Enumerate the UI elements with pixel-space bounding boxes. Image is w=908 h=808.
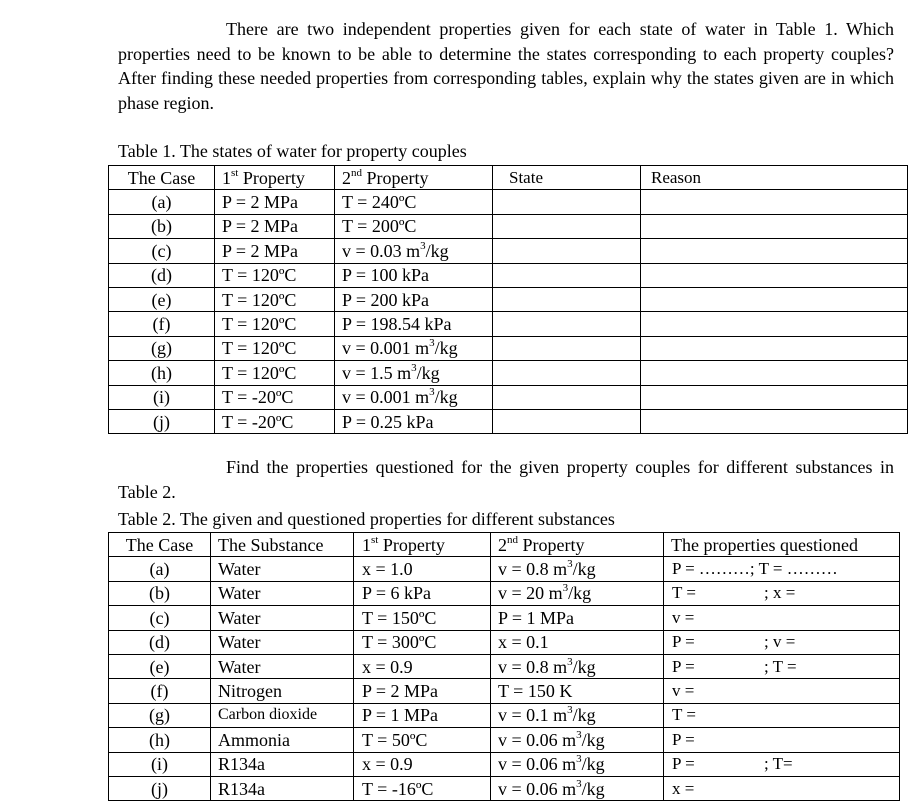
table1-header-p1: 1st Property <box>215 166 335 190</box>
table1-cell-p1: T = 120ºC <box>215 312 335 336</box>
value: v = 0.06 m <box>498 778 577 799</box>
table2-cell-p1: x = 0.9 <box>354 752 491 776</box>
table1-row <box>109 312 908 336</box>
table2-cell-questioned <box>664 581 900 605</box>
questioned-1: P = <box>672 754 695 774</box>
table1-cell-p2 <box>335 190 493 214</box>
table1-cell-p2 <box>335 214 493 238</box>
table1-cell-p1: T = 120ºC <box>215 263 335 287</box>
table1-cell-case: (f) <box>109 312 215 336</box>
value: v = 0.001 m <box>342 387 430 408</box>
table1-row <box>109 190 908 214</box>
table1-cell-p1: P = 2 MPa <box>215 190 335 214</box>
table1-header-reason: Reason <box>641 166 908 190</box>
table2-cell-p1: T = -16ºC <box>354 776 491 800</box>
table1-row <box>109 263 908 287</box>
value: P = 1 MPa <box>498 607 574 628</box>
table2-cell-substance: Water <box>211 557 354 581</box>
table2-cell-case: (h) <box>109 728 211 752</box>
table2-cell-p1: P = 1 MPa <box>354 703 491 727</box>
table2-cell-case: (g) <box>109 703 211 727</box>
table1-cell-p2 <box>335 239 493 263</box>
table1-caption: Table 1. The states of water for property couples <box>118 141 467 161</box>
unit-tail: /kg <box>572 705 596 726</box>
unit-exponent: 3 <box>576 728 582 741</box>
table2-header-row <box>109 533 900 557</box>
unit-exponent: 3 <box>420 239 426 252</box>
table2-cell-questioned <box>664 752 900 776</box>
table2-cell-p2 <box>491 581 664 605</box>
table1-row <box>109 239 908 263</box>
table2-cell-case: (d) <box>109 630 211 654</box>
intro-paragraph-2 <box>118 455 894 504</box>
table2-cell-substance: Ammonia <box>211 728 354 752</box>
table1-cell-reason <box>641 409 908 433</box>
table1-cell-reason <box>641 287 908 311</box>
table2-cell-p2 <box>491 557 664 581</box>
unit-tail: /kg <box>416 362 440 383</box>
intro-text-2: Find the properties questioned for the given property couples for different substances in Table 2. <box>118 457 894 502</box>
value: v = 0.06 m <box>498 754 577 775</box>
table2-cell-case: (b) <box>109 581 211 605</box>
unit-exponent: 3 <box>576 753 582 766</box>
table1-cell-reason <box>641 312 908 336</box>
questioned-1: v = <box>672 607 695 627</box>
unit-exponent: 3 <box>562 582 569 595</box>
table1-cell-state <box>493 239 641 263</box>
table1-cell-case: (g) <box>109 336 215 360</box>
table1-cell-p2 <box>335 385 493 409</box>
unit-tail: /kg <box>581 754 605 775</box>
table1-cell-reason <box>641 239 908 263</box>
table2-row <box>109 654 900 678</box>
table2-cell-p2 <box>491 654 664 678</box>
table1-cell-reason <box>641 361 908 385</box>
unit-tail: /kg <box>572 656 596 677</box>
table1-row <box>109 336 908 360</box>
table1-cell-p1: T = 120ºC <box>215 336 335 360</box>
table1-cell-p2 <box>335 409 493 433</box>
table1-header-state: State <box>493 166 641 190</box>
value: v = 0.001 m <box>342 338 430 359</box>
table2-cell-p2 <box>491 776 664 800</box>
unit-tail: /kg <box>425 240 449 261</box>
table2-cell-p1: T = 50ºC <box>354 728 491 752</box>
questioned-1: P = ……… <box>672 559 750 579</box>
questioned-1: P = <box>672 632 695 652</box>
table1-cell-p2 <box>335 361 493 385</box>
table2-cell-substance: R134a <box>211 752 354 776</box>
unit-tail: /kg <box>434 338 458 359</box>
table1-header-p2: 2nd Property <box>335 166 493 190</box>
table2-cell-case: (c) <box>109 606 211 630</box>
value: T = 200ºC <box>342 216 417 237</box>
table1-row <box>109 385 908 409</box>
table2-cell-p2 <box>491 728 664 752</box>
table1-row <box>109 214 908 238</box>
table1-row <box>109 361 908 385</box>
table1-cell-state <box>493 263 641 287</box>
table2-cell-p1: T = 300ºC <box>354 630 491 654</box>
value: v = 1.5 m <box>342 362 412 383</box>
questioned-2: ; T= <box>764 754 793 774</box>
unit-exponent: 3 <box>576 777 582 790</box>
questioned-2: ; v = <box>764 632 796 652</box>
table2-cell-p2 <box>491 679 664 703</box>
table2-cell-questioned <box>664 703 900 727</box>
unit-exponent: 3 <box>429 337 435 350</box>
questioned-1: T = <box>672 583 696 603</box>
table2-row <box>109 728 900 752</box>
unit-exponent: 3 <box>567 558 573 571</box>
table2-cell-p1: T = 150ºC <box>354 606 491 630</box>
table2-cell-questioned <box>664 630 900 654</box>
value: v = 0.1 m <box>498 705 568 726</box>
table2-row <box>109 557 900 581</box>
table1-cell-reason <box>641 263 908 287</box>
table1-cell-p2 <box>335 312 493 336</box>
questioned-1: P = <box>672 656 695 676</box>
unit-exponent: 3 <box>567 655 573 668</box>
table2-cell-questioned <box>664 679 900 703</box>
table2-header-p2: 2nd Property <box>491 533 664 557</box>
table1-cell-case: (a) <box>109 190 215 214</box>
table2 <box>108 532 900 801</box>
table2-cell-substance: Water <box>211 630 354 654</box>
table2-cell-case: (j) <box>109 776 211 800</box>
intro-text-1: There are two independent properties given for each state of water in Table 1. Which properties need to be known to be able to determine the states corresponding to each property couples? After finding these needed properties from corresponding tables, explain why the states given are in which phase region. <box>118 19 894 113</box>
table1-cell-p1: T = -20ºC <box>215 409 335 433</box>
unit-exponent: 3 <box>567 704 573 717</box>
table2-cell-p2 <box>491 703 664 727</box>
table1-cell-p1: P = 2 MPa <box>215 214 335 238</box>
value: P = 0.25 kPa <box>342 411 434 432</box>
table1-cell-case: (e) <box>109 287 215 311</box>
table2-cell-substance: Water <box>211 606 354 630</box>
table2-header-substance: The Substance <box>211 533 354 557</box>
table1-cell-case: (b) <box>109 214 215 238</box>
table2-cell-p1: x = 1.0 <box>354 557 491 581</box>
questioned-1: T = <box>672 705 696 725</box>
table1-cell-p2 <box>335 263 493 287</box>
table2-cell-case: (f) <box>109 679 211 703</box>
unit-tail: /kg <box>581 778 605 799</box>
table2-cell-substance: Water <box>211 581 354 605</box>
table2-cell-questioned <box>664 728 900 752</box>
value: T = 150 K <box>498 681 573 702</box>
table1-cell-reason <box>641 214 908 238</box>
table1-cell-case: (c) <box>109 239 215 263</box>
table2-cell-p1: P = 6 kPa <box>354 581 491 605</box>
value: x = 0.1 <box>498 632 549 653</box>
unit-tail: /kg <box>568 583 592 604</box>
table1-cell-p1: T = 120ºC <box>215 361 335 385</box>
intro-paragraph-1 <box>118 17 894 115</box>
value: v = 0.06 m <box>498 729 577 750</box>
table2-header-p1: 1st Property <box>354 533 491 557</box>
table2-cell-substance: Water <box>211 654 354 678</box>
value: P = 200 kPa <box>342 289 429 310</box>
table2-cell-substance: Nitrogen <box>211 679 354 703</box>
table2-cell-questioned <box>664 776 900 800</box>
table2-cell-p1: x = 0.9 <box>354 654 491 678</box>
table2-row <box>109 581 900 605</box>
value: v = 20 m <box>498 583 563 604</box>
table1-cell-state <box>493 214 641 238</box>
value: v = 0.8 m <box>498 656 568 677</box>
table1-cell-case: (h) <box>109 361 215 385</box>
unit-tail: /kg <box>581 729 605 750</box>
table1-cell-state <box>493 409 641 433</box>
table1-header-row <box>109 166 908 190</box>
questioned-2: ; x = <box>764 583 796 603</box>
table1-cell-state <box>493 336 641 360</box>
value: T = 240ºC <box>342 192 417 213</box>
table2-row <box>109 776 900 800</box>
table1-cell-case: (j) <box>109 409 215 433</box>
table1-cell-reason <box>641 190 908 214</box>
table1-cell-state <box>493 287 641 311</box>
value: v = 0.03 m <box>342 240 421 261</box>
table2-cell-substance: Carbon dioxide <box>211 703 354 727</box>
table1-cell-state <box>493 190 641 214</box>
table1-row <box>109 287 908 311</box>
table2-row <box>109 679 900 703</box>
table2-cell-p1: P = 2 MPa <box>354 679 491 703</box>
table1-cell-p2 <box>335 336 493 360</box>
table2-cell-substance: R134a <box>211 776 354 800</box>
unit-tail: /kg <box>434 387 458 408</box>
table1-cell-state <box>493 361 641 385</box>
table2-cell-case: (e) <box>109 654 211 678</box>
table2-cell-questioned <box>664 654 900 678</box>
table2-cell-p2 <box>491 606 664 630</box>
questioned-2: ; T = <box>764 656 797 676</box>
unit-exponent: 3 <box>411 361 417 374</box>
table1-cell-reason <box>641 385 908 409</box>
table1-row <box>109 409 908 433</box>
table1-cell-case: (i) <box>109 385 215 409</box>
table2-caption: Table 2. The given and questioned properties for different substances <box>118 509 615 529</box>
table2-cell-case: (i) <box>109 752 211 776</box>
table2-header-questioned: The properties questioned <box>664 533 900 557</box>
table2-row <box>109 630 900 654</box>
table1 <box>108 165 908 434</box>
table1-cell-p2 <box>335 287 493 311</box>
value: P = 198.54 kPa <box>342 314 452 335</box>
table2-cell-case: (a) <box>109 557 211 581</box>
table1-cell-state <box>493 385 641 409</box>
table1-cell-state <box>493 312 641 336</box>
table1-cell-p1: T = 120ºC <box>215 287 335 311</box>
table2-cell-p2 <box>491 752 664 776</box>
table1-cell-p1: P = 2 MPa <box>215 239 335 263</box>
questioned-1: P = <box>672 729 695 749</box>
questioned-2: ; T = ……… <box>749 559 838 579</box>
unit-exponent: 3 <box>429 386 435 399</box>
value: v = 0.8 m <box>498 559 568 580</box>
table2-cell-p2 <box>491 630 664 654</box>
questioned-1: x = <box>672 778 695 798</box>
table2-row <box>109 606 900 630</box>
table2-row <box>109 703 900 727</box>
table2-cell-questioned <box>664 557 900 581</box>
unit-tail: /kg <box>572 559 596 580</box>
questioned-1: v = <box>672 681 695 701</box>
table1-cell-p1: T = -20ºC <box>215 385 335 409</box>
table2-row <box>109 752 900 776</box>
table2-header-case: The Case <box>109 533 211 557</box>
table1-header-case: The Case <box>109 166 215 190</box>
value: P = 100 kPa <box>342 265 429 286</box>
table1-cell-case: (d) <box>109 263 215 287</box>
table2-cell-questioned <box>664 606 900 630</box>
table1-cell-reason <box>641 336 908 360</box>
